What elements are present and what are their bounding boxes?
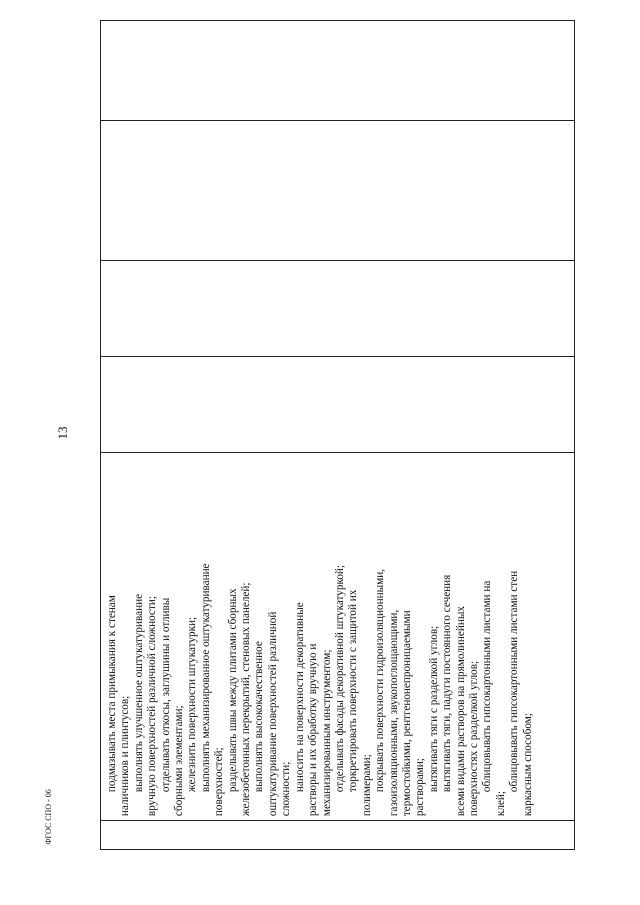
table-cell-empty-2 bbox=[101, 356, 574, 452]
skill-line: оштукатуривание поверхностей различной bbox=[266, 611, 279, 817]
skill-line: облицовывать гипсокартонными листами на bbox=[481, 580, 494, 793]
table-cell-empty-5 bbox=[101, 21, 574, 120]
skill-line: железнить поверхности штукатурки; bbox=[186, 616, 199, 793]
skill-line: облицовывать гипсокартонными листами стен bbox=[508, 570, 521, 793]
skill-line: вытягивать тяги, падуги постоянного сечения bbox=[441, 574, 454, 793]
skill-line: покрывать поверхности гидроизоляционными, bbox=[374, 569, 387, 793]
table-cell-skills bbox=[101, 452, 574, 820]
table-cell-empty-4 bbox=[101, 120, 574, 260]
skill-line: растворы и их обработку вручную и bbox=[307, 643, 320, 817]
skill-line: выполнять улучшенное оштукатуривание bbox=[132, 593, 145, 793]
skill-line: вручную поверхностей различной сложности; bbox=[146, 596, 159, 817]
rotated-table bbox=[100, 20, 575, 850]
skill-line: наносить на поверхности декоративные bbox=[293, 602, 306, 793]
skill-line: вытягивать тяги с разделкой углов; bbox=[427, 625, 440, 793]
skill-line: наличников и плинтусов; bbox=[119, 695, 132, 817]
skill-line: железобетонных перекрытий, стеновых панелей; bbox=[240, 582, 253, 817]
skill-line: торкретировать поверхности с защитой их bbox=[347, 589, 360, 793]
skills-list bbox=[106, 457, 535, 816]
skill-line: отделывать фасады декоративной штукатуркой; bbox=[333, 564, 346, 793]
skill-line: газоизоляционными, звукопоглощающими, bbox=[387, 609, 400, 817]
skill-line: термостойкими, рентгенонепроницаемыми bbox=[400, 610, 413, 817]
skill-line: сложности; bbox=[280, 761, 293, 817]
skill-line: выполнять механизированное оштукатуривание bbox=[199, 563, 212, 793]
skill-line: отделывать откосы, заглушины и отливы bbox=[159, 597, 172, 793]
table-cell-index bbox=[101, 820, 574, 849]
skill-line: клей; bbox=[494, 791, 507, 817]
skill-line: полимерами; bbox=[360, 754, 373, 817]
footer-standard-code: ФГОС СПО - 06 bbox=[44, 789, 53, 845]
skill-line: всеми видами растворов на прямолинейных bbox=[454, 606, 467, 817]
skill-line: растворами; bbox=[414, 758, 427, 817]
skill-line: каркасным способом; bbox=[521, 713, 534, 817]
skill-line: поверхностей; bbox=[213, 747, 226, 817]
skill-line: механизированным инструментом; bbox=[320, 649, 333, 817]
skill-line: выполнять высококачественное bbox=[253, 641, 266, 793]
skill-line: разделывать швы между плитами сборных bbox=[226, 588, 239, 793]
skill-line: сборными элементами; bbox=[173, 705, 186, 817]
page-number: 13 bbox=[55, 426, 70, 440]
table-region bbox=[100, 20, 575, 850]
skill-line: подмазывать места примыкания к стенам bbox=[106, 595, 118, 793]
skill-line: поверхностях с разделкой углов; bbox=[467, 660, 480, 817]
table-cell-empty-3 bbox=[101, 260, 574, 356]
